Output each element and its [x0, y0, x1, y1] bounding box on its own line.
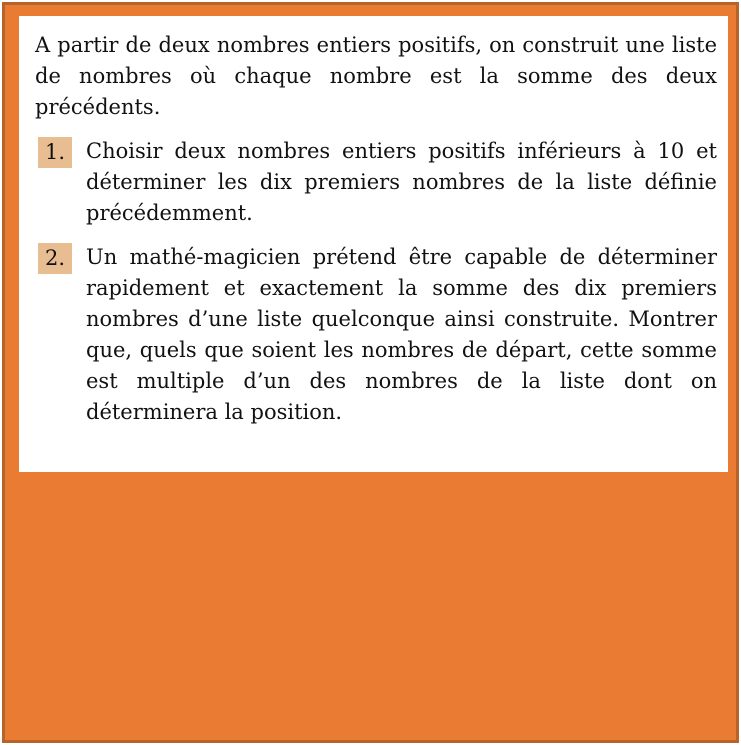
question-1 — [35, 136, 717, 229]
question-2-text: Un mathé-magicien prétend être capable de déterminer rapidement et exactement la somme des dix premiers nombres d’une liste quelconque ainsi construite. Montrer que, quels que soient les nombres de départ, cette somme est multiple d’un des nombres de la liste dont on déterminera la position. — [86, 245, 717, 424]
exercise-panel — [19, 16, 728, 472]
question-1-text: Choisir deux nombres entiers positifs inférieurs à 10 et déterminer les dix premiers nombres de la liste définie précédemment. — [86, 139, 717, 225]
exercise-content — [35, 30, 717, 441]
intro-paragraph: A partir de deux nombres entiers positifs, on construit une liste de nombres où chaque nombre est la somme des deux précédents. — [35, 33, 717, 119]
question-2 — [35, 242, 717, 428]
orange-frame — [2, 2, 739, 743]
question-1-number: 1. — [38, 137, 72, 168]
question-2-number: 2. — [38, 243, 72, 274]
